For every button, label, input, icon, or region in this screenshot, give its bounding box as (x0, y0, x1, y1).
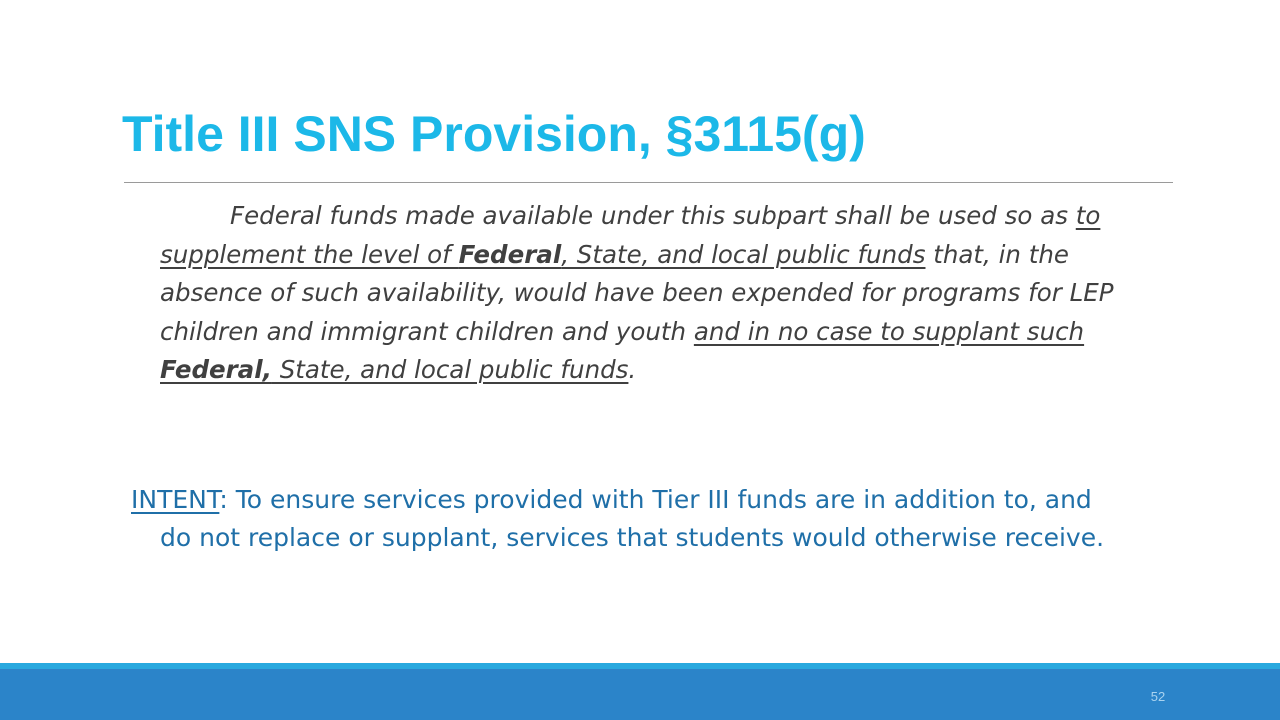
intent-label: INTENT (131, 485, 220, 514)
quote-underline-2c: State, and local public funds (271, 355, 629, 384)
quote-bold-federal-2: Federal, (160, 355, 272, 384)
statute-quote (160, 197, 1160, 390)
quote-text-3: . (628, 355, 637, 384)
quote-text-1: Federal funds made available under this subpart shall be used so as (230, 201, 1076, 230)
footer-bar (0, 669, 1280, 720)
slide-title: Title III SNS Provision, §3115(g) (122, 106, 866, 162)
intent-statement (131, 481, 1110, 557)
quote-underline-2a: and in no case to supplant such (693, 316, 1085, 346)
title-divider (124, 182, 1173, 183)
quote-underline-1a: to supplement the level of (160, 201, 1101, 269)
quote-underline-1c: , State, and local public funds (561, 239, 926, 269)
quote-bold-federal-1: Federal (458, 239, 562, 269)
intent-text: : To ensure services provided with Tier III funds are in addition to, and do not replace or supplant, services that students would otherwise receive. (160, 485, 1105, 552)
quote-text-2: that, in the absence of such availability, would have been expended for programs for LEP children and immigrant children and youth (160, 239, 1114, 346)
page-number: 52 (1150, 689, 1166, 704)
